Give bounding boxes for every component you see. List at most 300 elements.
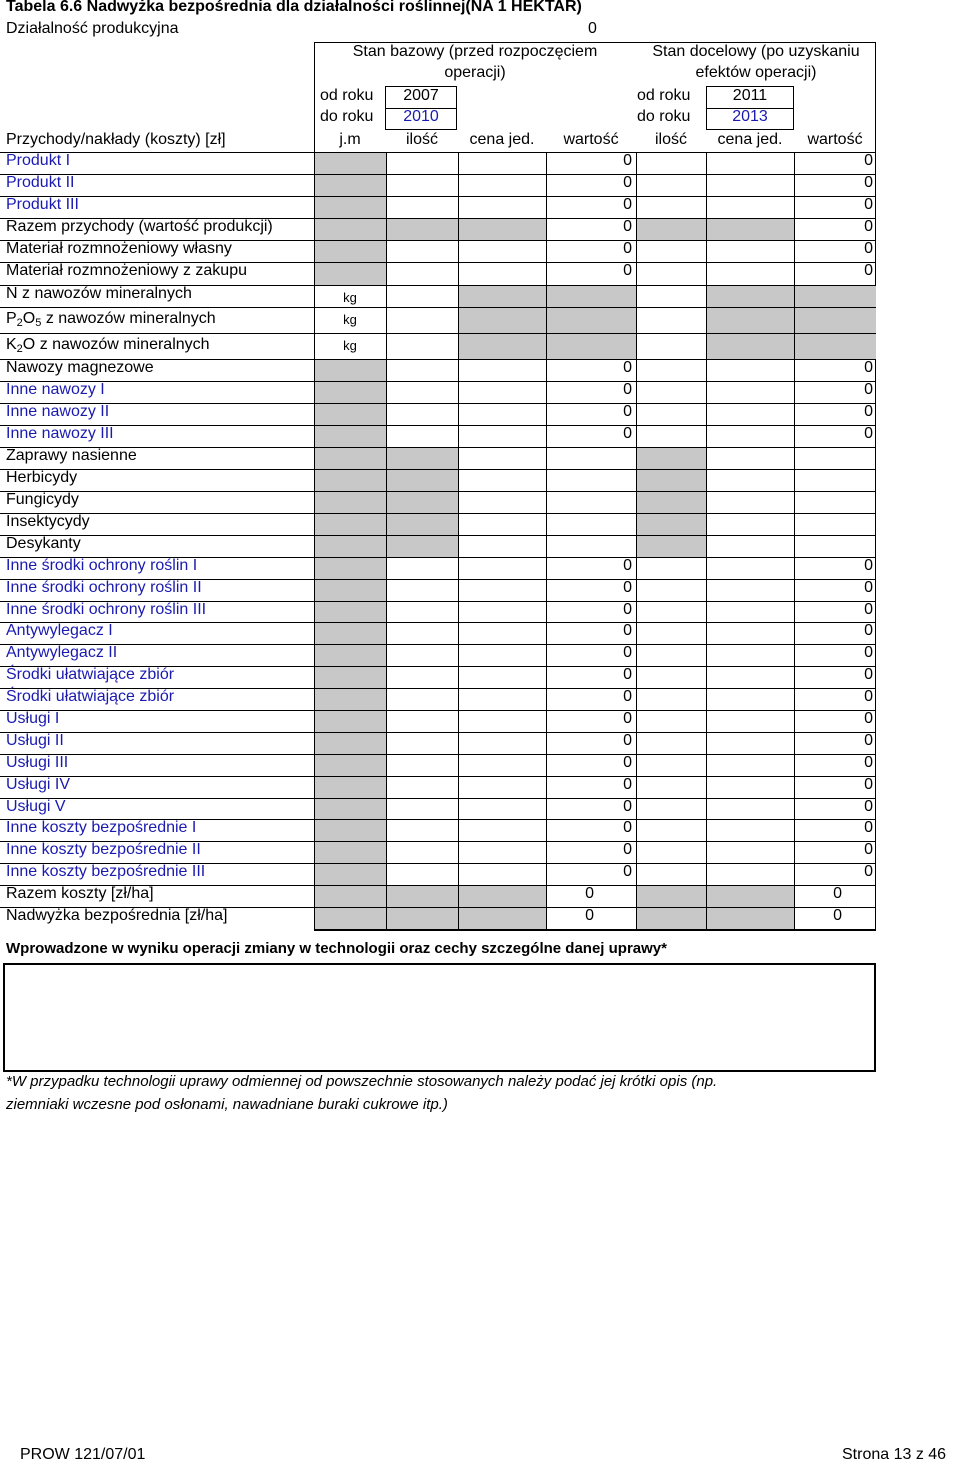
shaded-cell: [459, 334, 546, 359]
shaded-cell: [547, 286, 636, 307]
column-border: [386, 688, 387, 710]
target-from-label: od roku: [637, 87, 691, 104]
column-border: [636, 885, 637, 907]
column-border: [386, 240, 387, 262]
target-value-cell: 0: [864, 240, 873, 257]
column-border: [386, 863, 387, 885]
shaded-cell: [315, 514, 386, 535]
col-price-header: cena jed.: [469, 131, 535, 148]
shaded-cell: [315, 886, 386, 907]
column-border: [706, 579, 707, 601]
column-border: [386, 174, 387, 196]
shaded-cell: [315, 492, 386, 513]
row-label-subscript: 2: [16, 343, 23, 355]
shaded-cell: [387, 470, 458, 491]
base-value-cell: 0: [623, 403, 632, 420]
target-to-label: do roku: [637, 108, 691, 125]
column-border: [386, 381, 387, 403]
row-label: Usługi V: [6, 798, 66, 815]
column-border: [386, 262, 387, 285]
row-label: Produkt III: [6, 196, 79, 213]
column-border: [706, 863, 707, 885]
column-border: [546, 285, 547, 307]
column-border: [386, 359, 387, 381]
column-border: [458, 152, 459, 174]
row-label: Herbicydy: [6, 469, 78, 486]
column-border: [458, 622, 459, 644]
shaded-cell: [315, 263, 386, 285]
row-border: [0, 622, 876, 623]
row-border: [0, 644, 876, 645]
row-border: [0, 469, 876, 470]
target-value-cell: 0: [864, 262, 873, 279]
column-border: [636, 333, 637, 359]
target-value-cell: 0: [864, 196, 873, 213]
footnote-line2: ziemniaki wczesne pod osłonami, nawadniane buraki cukrowe itp.): [6, 1096, 448, 1113]
base-value-cell: 0: [623, 710, 632, 727]
base-header-line2: operacji): [444, 64, 506, 81]
row-border: [0, 381, 876, 382]
column-border: [706, 710, 707, 732]
target-value-cell: 0: [864, 403, 873, 420]
column-border: [636, 688, 637, 710]
col-qty2-header: ilość: [654, 131, 687, 148]
target-value-cell: 0: [833, 907, 842, 924]
target-value-cell: 0: [864, 776, 873, 793]
column-border: [706, 513, 707, 535]
column-border: [636, 469, 637, 491]
base-value-cell: 0: [623, 798, 632, 815]
column-border: [386, 557, 387, 579]
table-title: Tabela 6.6 Nadwyżka bezpośrednia dla działalności roślinnej(NA 1 HEKTAR): [6, 0, 582, 15]
target-header-line1: Stan docelowy (po uzyskaniu: [652, 43, 860, 60]
row-border: [0, 403, 876, 404]
row-label: Zaprawy nasienne: [6, 447, 137, 464]
footnote-line1: *W przypadku technologii uprawy odmiennej od powszechnie stosowanych należy podać jej krótki opis (np.: [6, 1073, 718, 1090]
column-border: [636, 240, 637, 262]
column-border: [458, 841, 459, 863]
base-value-cell: 0: [623, 819, 632, 836]
row-border: [0, 754, 876, 755]
column-border: [636, 776, 637, 798]
column-border: [546, 333, 547, 359]
col-qty-header: ilość: [405, 131, 438, 148]
column-border: [386, 622, 387, 644]
column-border: [636, 447, 637, 469]
column-border: [636, 535, 637, 557]
column-border: [794, 535, 795, 557]
shaded-cell: [707, 908, 794, 929]
shaded-cell: [707, 334, 794, 359]
column-border: [386, 491, 387, 513]
column-border: [636, 218, 637, 240]
column-border: [458, 754, 459, 776]
column-border: [386, 285, 387, 307]
column-border: [706, 359, 707, 381]
column-border: [546, 535, 547, 557]
column-border: [706, 174, 707, 196]
column-border: [706, 754, 707, 776]
row-label: Antywylegacz II: [6, 644, 118, 661]
target-value-cell: 0: [864, 841, 873, 858]
column-border: [386, 644, 387, 666]
col-price2-header: cena jed.: [717, 131, 783, 148]
column-border: [546, 307, 547, 333]
column-border: [636, 381, 637, 403]
header-bottom-border: [0, 152, 876, 153]
target-value-cell: 0: [864, 359, 873, 376]
column-border: [386, 196, 387, 218]
shaded-cell: [459, 308, 546, 333]
base-header-line1: Stan bazowy (przed rozpoczęciem: [352, 43, 598, 60]
shaded-cell: [315, 908, 386, 929]
shaded-cell: [315, 755, 386, 776]
column-border: [636, 262, 637, 285]
target-value-cell: 0: [864, 798, 873, 815]
shaded-cell: [387, 886, 458, 907]
column-border: [706, 841, 707, 863]
shaded-cell: [637, 492, 706, 513]
row-border: [0, 491, 876, 492]
column-border: [706, 262, 707, 285]
row-label: Środki ułatwiające zbiór: [6, 688, 175, 705]
shaded-cell: [315, 820, 386, 841]
column-border: [636, 196, 637, 218]
shaded-cell: [315, 404, 386, 425]
base-from-label: od roku: [320, 87, 374, 104]
base-value-cell: 0: [623, 688, 632, 705]
target-value-cell: 0: [864, 819, 873, 836]
row-label: Antywylegacz I: [6, 622, 113, 639]
column-border: [386, 403, 387, 425]
column-border: [458, 579, 459, 601]
row-border: [0, 196, 876, 197]
column-border: [794, 333, 795, 359]
column-border: [386, 513, 387, 535]
column-border: [636, 819, 637, 841]
shaded-cell: [637, 908, 706, 929]
row-label: Usługi IV: [6, 776, 71, 793]
row-label: Inne koszty bezpośrednie II: [6, 841, 201, 858]
column-border: [458, 776, 459, 798]
shaded-cell: [387, 448, 458, 469]
column-border: [458, 174, 459, 196]
column-border: [458, 447, 459, 469]
shaded-cell: [315, 382, 386, 403]
column-border: [706, 491, 707, 513]
row-label: Inne nawozy III: [6, 425, 114, 442]
row-border: [0, 732, 876, 733]
column-border: [386, 152, 387, 174]
column-border: [458, 403, 459, 425]
row-label: [6, 310, 216, 329]
column-border: [386, 776, 387, 798]
base-value-cell: 0: [623, 152, 632, 169]
shaded-cell: [707, 219, 794, 240]
row-label-part: O z nawozów mineralnych: [22, 336, 210, 353]
shaded-cell: [315, 667, 386, 688]
base-value-cell: 0: [623, 359, 632, 376]
shaded-cell: [315, 733, 386, 754]
column-border: [706, 732, 707, 754]
column-border: [458, 710, 459, 732]
target-value-cell: 0: [864, 174, 873, 191]
column-border: [706, 381, 707, 403]
target-value-cell: 0: [864, 732, 873, 749]
activity-label: Działalność produkcyjna: [6, 20, 179, 37]
column-border: [706, 819, 707, 841]
row-label-subscript: 2: [16, 317, 23, 329]
activity-value[interactable]: 0: [588, 20, 597, 37]
column-border: [636, 798, 637, 819]
shaded-cell: [547, 308, 636, 333]
base-value-cell: 0: [623, 557, 632, 574]
column-border: [458, 218, 459, 240]
shaded-cell: [315, 864, 386, 885]
target-to-year: 2013: [732, 108, 768, 125]
column-border: [458, 644, 459, 666]
column-border: [458, 469, 459, 491]
shaded-cell: [315, 799, 386, 819]
base-value-cell: 0: [623, 174, 632, 191]
column-border: [794, 469, 795, 491]
row-label: Inne nawozy II: [6, 403, 110, 420]
column-border: [706, 218, 707, 240]
column-border: [706, 307, 707, 333]
row-label-part: P: [6, 310, 17, 327]
shaded-cell: [315, 777, 386, 798]
shaded-cell: [387, 536, 458, 557]
column-border: [386, 819, 387, 841]
row-label: Inne środki ochrony roślin II: [6, 579, 202, 596]
shaded-cell: [315, 219, 386, 240]
column-border: [636, 285, 637, 307]
base-value-cell: 0: [623, 218, 632, 235]
shaded-cell: [707, 308, 794, 333]
column-border: [386, 666, 387, 688]
target-value-cell: 0: [864, 152, 873, 169]
column-border: [458, 798, 459, 819]
column-border: [636, 754, 637, 776]
base-value-cell: 0: [623, 644, 632, 661]
row-border: [0, 333, 876, 334]
row-label: Inne koszty bezpośrednie III: [6, 863, 206, 880]
shaded-cell: [315, 645, 386, 666]
row-label-part: z nawozów mineralnych: [41, 310, 216, 327]
target-value-cell: 0: [833, 885, 842, 902]
row-unit: kg: [343, 338, 357, 353]
table-bottom-border: [314, 929, 876, 931]
shaded-cell: [315, 558, 386, 579]
column-border: [458, 819, 459, 841]
shaded-cell: [315, 842, 386, 863]
base-value-cell: 0: [623, 776, 632, 793]
column-border: [386, 447, 387, 469]
column-border: [706, 152, 707, 174]
changes-textarea[interactable]: [3, 963, 876, 1072]
shaded-cell: [707, 286, 794, 307]
base-value-cell: 0: [623, 196, 632, 213]
shaded-cell: [315, 602, 386, 622]
shaded-cell: [315, 711, 386, 732]
base-value-cell: 0: [623, 841, 632, 858]
column-border: [458, 535, 459, 557]
target-value-cell: 0: [864, 644, 873, 661]
row-border: [0, 174, 876, 175]
shaded-cell: [637, 886, 706, 907]
base-to-label: do roku: [320, 108, 374, 125]
footer-left: PROW 121/07/01: [20, 1446, 146, 1463]
row-border: [0, 710, 876, 711]
shaded-cell: [707, 886, 794, 907]
column-border: [546, 469, 547, 491]
target-value-cell: 0: [864, 557, 873, 574]
row-label: Razem przychody (wartość produkcji): [6, 218, 273, 235]
column-border: [386, 425, 387, 447]
shaded-cell: [637, 219, 706, 240]
column-border: [546, 491, 547, 513]
column-border: [706, 469, 707, 491]
column-border: [706, 403, 707, 425]
row-border: [0, 307, 876, 308]
row-label: [6, 336, 210, 355]
shaded-cell: [795, 286, 876, 307]
shaded-cell: [637, 470, 706, 491]
column-border: [706, 447, 707, 469]
column-border: [458, 381, 459, 403]
column-border: [458, 885, 459, 907]
column-border: [636, 622, 637, 644]
shaded-cell: [315, 580, 386, 601]
shaded-cell: [459, 286, 546, 307]
row-label: Usługi II: [6, 732, 64, 749]
base-value-cell: 0: [623, 240, 632, 257]
base-value-cell: 0: [585, 885, 594, 902]
column-border: [794, 307, 795, 333]
column-border: [458, 557, 459, 579]
target-value-cell: 0: [864, 218, 873, 235]
column-border: [546, 447, 547, 469]
column-border: [636, 152, 637, 174]
base-value-cell: 0: [623, 579, 632, 596]
shaded-cell: [637, 448, 706, 469]
column-border: [386, 907, 387, 929]
shaded-cell: [387, 219, 458, 240]
target-value-cell: 0: [864, 863, 873, 880]
row-border: [0, 513, 876, 514]
row-border: [0, 776, 876, 777]
row-label: Produkt II: [6, 174, 75, 191]
column-border: [706, 622, 707, 644]
column-border: [706, 240, 707, 262]
column-border: [636, 666, 637, 688]
column-border: [636, 601, 637, 622]
column-border: [386, 535, 387, 557]
shaded-cell: [315, 241, 386, 262]
row-label-subscript: 5: [35, 317, 42, 329]
row-label-part: K: [6, 336, 17, 353]
base-from-year: 2007: [403, 87, 439, 104]
target-value-cell: 0: [864, 666, 873, 683]
shaded-cell: [315, 536, 386, 557]
col-unit-header: j.m: [339, 131, 361, 148]
column-border: [706, 885, 707, 907]
row-label: Materiał rozmnożeniowy własny: [6, 240, 232, 257]
column-border: [636, 174, 637, 196]
column-border: [458, 491, 459, 513]
column-border: [636, 307, 637, 333]
column-border: [706, 425, 707, 447]
target-value-cell: 0: [864, 381, 873, 398]
row-border: [0, 798, 876, 799]
column-border: [636, 841, 637, 863]
column-border: [636, 491, 637, 513]
column-border: [386, 333, 387, 359]
column-border: [386, 710, 387, 732]
shaded-cell: [315, 153, 386, 174]
column-border: [636, 513, 637, 535]
column-border: [386, 885, 387, 907]
column-border: [706, 666, 707, 688]
row-label: Fungicydy: [6, 491, 79, 508]
row-label: Inne środki ochrony roślin III: [6, 601, 207, 618]
target-value-cell: 0: [864, 622, 873, 639]
base-value-cell: 0: [623, 601, 632, 618]
row-label: Inne koszty bezpośrednie I: [6, 819, 197, 836]
column-border: [706, 776, 707, 798]
row-label: Usługi I: [6, 710, 60, 727]
column-border: [458, 425, 459, 447]
base-value-cell: 0: [623, 666, 632, 683]
shaded-cell: [315, 689, 386, 710]
column-border: [458, 601, 459, 622]
row-label: N z nawozów mineralnych: [6, 285, 192, 302]
column-border: [546, 513, 547, 535]
column-border: [458, 688, 459, 710]
column-border: [458, 333, 459, 359]
row-label: Razem koszty [zł/ha]: [6, 885, 154, 902]
shaded-cell: [459, 886, 546, 907]
column-border: [458, 907, 459, 929]
base-value-cell: 0: [623, 863, 632, 880]
footer-right: Strona 13 z 46: [842, 1446, 947, 1463]
column-border: [636, 732, 637, 754]
target-value-cell: 0: [864, 688, 873, 705]
target-value-cell: 0: [864, 710, 873, 727]
shaded-cell: [315, 470, 386, 491]
base-value-cell: 0: [585, 907, 594, 924]
target-from-year: 2011: [732, 87, 768, 104]
base-value-cell: 0: [623, 622, 632, 639]
column-border: [458, 262, 459, 285]
row-unit: kg: [343, 312, 357, 327]
base-value-cell: 0: [623, 754, 632, 771]
base-value-cell: 0: [623, 425, 632, 442]
column-border: [458, 732, 459, 754]
shaded-cell: [315, 360, 386, 381]
target-header-line2: efektów operacji): [695, 64, 817, 81]
column-border: [706, 333, 707, 359]
col-label-header: Przychody/nakłady (koszty) [zł]: [6, 131, 226, 148]
column-border: [386, 218, 387, 240]
target-value-cell: 0: [864, 754, 873, 771]
col-value-header: wartość: [563, 131, 619, 148]
column-border: [706, 285, 707, 307]
shaded-cell: [387, 514, 458, 535]
column-border: [386, 732, 387, 754]
shaded-cell: [637, 536, 706, 557]
row-label: Produkt I: [6, 152, 71, 169]
